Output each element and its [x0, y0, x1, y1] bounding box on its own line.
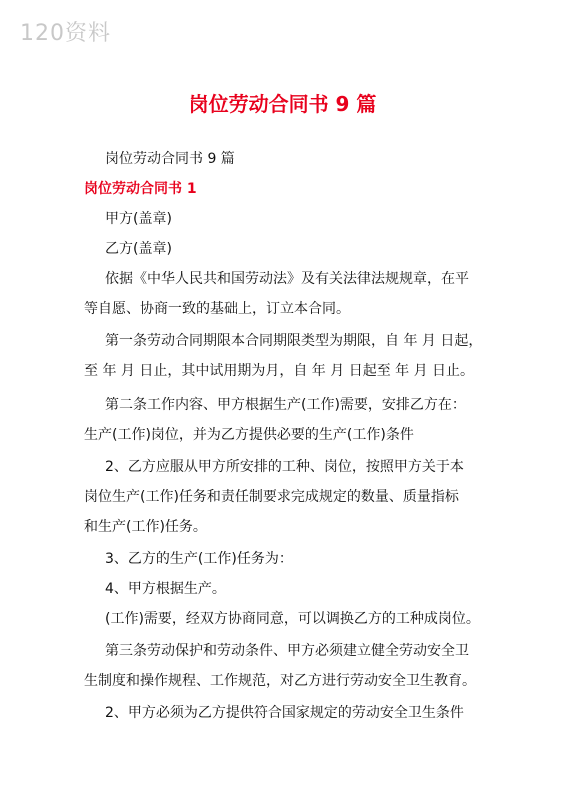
paragraph-line: 等自愿、协商一致的基础上，订立本合同。 — [84, 301, 350, 317]
paragraph-line: 生产(工作)岗位，并为乙方提供必要的生产(工作)条件 — [84, 427, 414, 443]
paragraph-line: 第一条劳动合同期限本合同期限类型为期限，自 年 月 日起， — [105, 333, 483, 349]
paragraph-line: 2、甲方必须为乙方提供符合国家规定的劳动安全卫生条件 — [105, 705, 464, 721]
party-b-line: 乙方(盖章) — [105, 241, 172, 257]
paragraph-line: 和生产(工作)任务。 — [84, 519, 207, 535]
paragraph-line: 第二条工作内容、甲方根据生产(工作)需要，安排乙方在： — [105, 397, 466, 413]
intro-line: 岗位劳动合同书 9 篇 — [105, 151, 235, 167]
paragraph-line: 岗位生产(工作)任务和责任制要求完成规定的数量、质量指标 — [84, 489, 459, 505]
paragraph-line: 第三条劳动保护和劳动条件、甲方必须建立健全劳动安全卫 — [105, 643, 469, 659]
document-title: 岗位劳动合同书 9 篇 — [188, 92, 377, 116]
paragraph-line: 至 年 月 日止，其中试用期为月，自 年 月 日起至 年 月 日止。 — [84, 363, 475, 379]
paragraph-line: 依据《中华人民共和国劳动法》及有关法律法规规章，在平 — [105, 271, 469, 287]
paragraph-line: 4、甲方根据生产。 — [105, 581, 226, 597]
section-heading: 岗位劳动合同书 1 — [84, 181, 197, 197]
paragraph-line: 生制度和操作规程、工作规范，对乙方进行劳动安全卫生教育。 — [84, 673, 476, 689]
watermark: 120资料 — [20, 21, 111, 46]
party-a-line: 甲方(盖章) — [105, 211, 172, 227]
paragraph-line: 2、乙方应服从甲方所安排的工种、岗位，按照甲方关于本 — [105, 459, 464, 475]
paragraph-line: (工作)需要，经双方协商同意，可以调换乙方的工种成岗位。 — [105, 611, 480, 627]
paragraph-line: 3、乙方的生产(工作)任务为： — [105, 551, 293, 567]
